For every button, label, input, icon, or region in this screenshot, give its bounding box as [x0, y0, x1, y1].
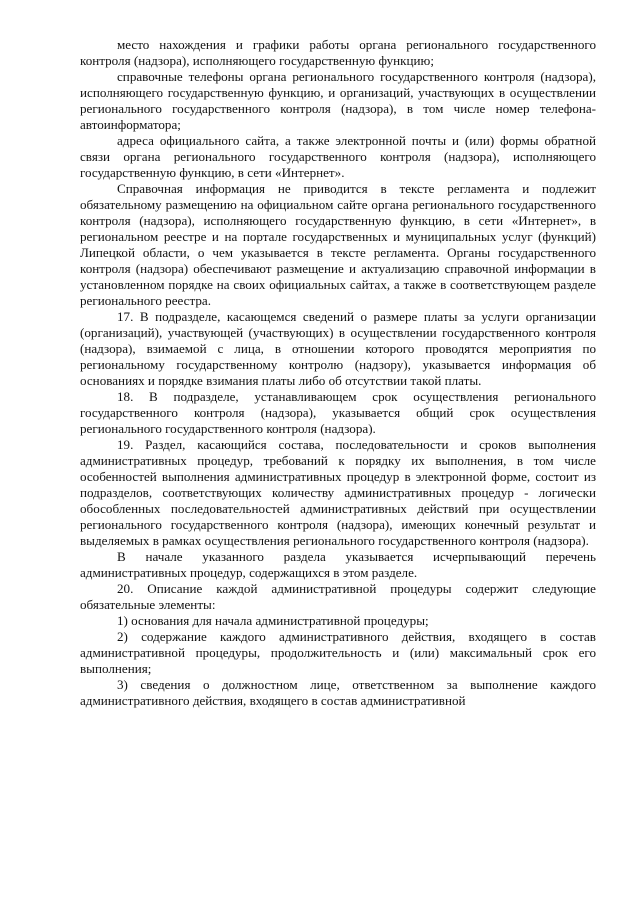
paragraph-reference-phones: справочные телефоны органа регионального государственного контроля (надзора), исполняющего государственную функцию, и организаций, участвующих в осуществлении регионального государственного контроля (надзора), в том числе номер телефона-автоинформатора;: [80, 69, 596, 132]
paragraph-office-location: место нахождения и графики работы органа регионального государственного контроля (надзора), исполняющего государственную функцию;: [80, 37, 596, 68]
paragraph-element-3: 3) сведения о должностном лице, ответственном за выполнение каждого административного действия, входящего в состав административной: [80, 677, 596, 708]
document-page: [80, 37, 596, 709]
paragraph-item-17: 17. В подразделе, касающемся сведений о размере платы за услуги организации (организаций), участвующей (участвующих) в осуществлении государственного контроля (надзора), взимаемой с лица, в отношении которого проводятся мероприятия по региональному государственному контролю (надзору), указывается информация об основаниях и порядке взимания платы либо об отсутствии такой платы.: [80, 309, 596, 388]
paragraph-item-19: 19. Раздел, касающийся состава, последовательности и сроков выполнения административных процедур, требований к порядку их выполнения, в том числе особенностей выполнения административных процедур в электронной форме, состоит из подразделов, соответствующих количеству административных процедур - логически обособленных последовательностей административных действий при осуществлении регионального государственного контроля (надзора), имеющих конечный результат и выделяемых в рамках осуществления регионального государственного контроля (надзора).: [80, 437, 596, 548]
paragraph-item-18: 18. В подразделе, устанавливающем срок осуществления регионального государственного контроля (надзора), указывается общий срок осуществления регионального государственного контроля (надзора).: [80, 389, 596, 436]
paragraph-website-addresses: адреса официального сайта, а также электронной почты и (или) формы обратной связи органа регионального государственного контроля (надзора), исполняющего государственную функцию, в сети «Интернет».: [80, 133, 596, 180]
paragraph-element-2: 2) содержание каждого административного действия, входящего в состав административной процедуры, продолжительность и (или) максимальный срок его выполнения;: [80, 629, 596, 676]
paragraph-reference-info-placement: Справочная информация не приводится в тексте регламента и подлежит обязательному размещению на официальном сайте органа регионального государственного контроля (надзора), исполняющего государственную функцию, в сети «Интернет», в региональном реестре и на портале государственных и муниципальных услуг (функций) Липецкой области, о чем указывается в тексте регламента. Органы государственного контроля (надзора) обеспечивают размещение и актуализацию справочной информации в установленном порядке на своих официальных сайтах, а также в соответствующем разделе регионального реестра.: [80, 181, 596, 308]
paragraph-element-1: 1) основания для начала административной процедуры;: [117, 613, 429, 628]
paragraph-item-20: 20. Описание каждой административной процедуры содержит следующие обязательные элементы:: [80, 581, 596, 612]
paragraph-section-start-list: В начале указанного раздела указывается исчерпывающий перечень административных процедур, содержащихся в этом разделе.: [80, 549, 596, 580]
